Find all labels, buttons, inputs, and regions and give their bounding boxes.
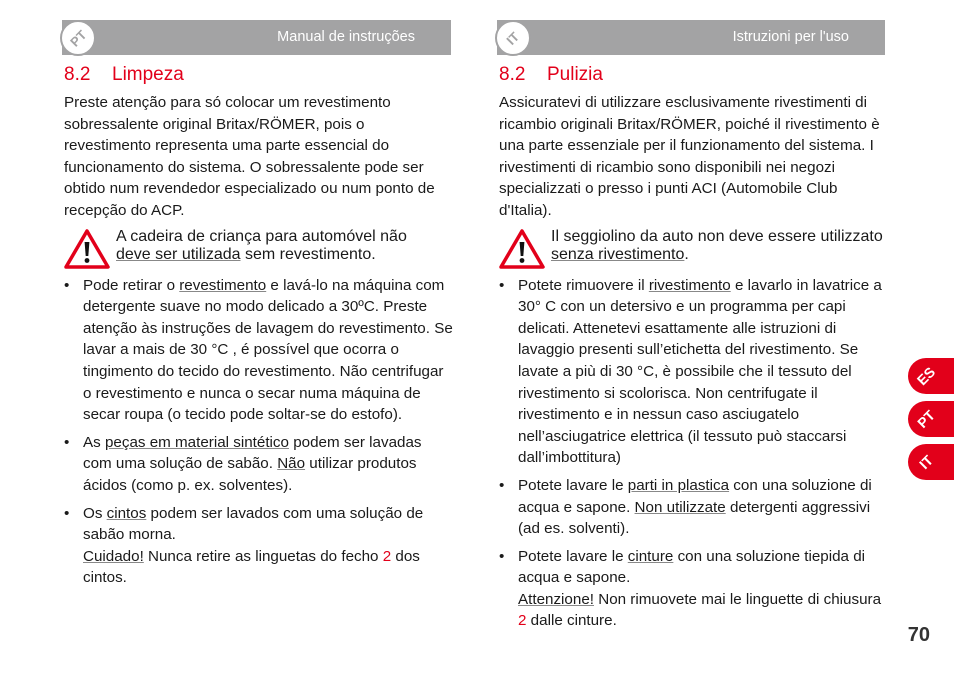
bullet: •	[64, 504, 70, 522]
item-text: podem ser lavadas com uma solução de sabão.	[83, 433, 422, 473]
list-item	[64, 432, 454, 497]
warning-text-end: sem revestimento.	[240, 245, 376, 263]
warning-text-start: A cadeira de criança para automóvel não	[116, 227, 407, 245]
item-text: Potete rimuovere il	[518, 276, 649, 294]
tab-label: IT	[915, 451, 937, 473]
header-title: Manual de instruções	[277, 29, 415, 45]
language-code: PT	[66, 26, 90, 50]
warning-emphasis: deve ser utilizada	[116, 245, 241, 263]
warning-text-start: Il seggiolino da auto non deve essere utilizzato	[551, 227, 883, 245]
warning-text	[116, 228, 454, 264]
page-header	[62, 20, 451, 55]
language-badge	[495, 20, 531, 56]
language-tabs	[908, 358, 954, 487]
item-emphasis: cinture	[627, 547, 674, 565]
bullet: •	[64, 433, 70, 451]
list-item	[64, 503, 454, 589]
warning-emphasis: senza rivestimento	[551, 245, 685, 263]
instruction-list	[499, 275, 885, 633]
section-heading	[64, 64, 454, 86]
item-emphasis: parti in plastica	[627, 476, 730, 494]
section-number: 8.2	[499, 64, 526, 85]
figure-reference: 2	[382, 547, 392, 565]
item-emphasis: peças em material sintético	[104, 433, 289, 451]
item-text: Nunca retire as linguetas do fecho	[143, 547, 383, 565]
item-text: utilizar produtos ácidos (como p. ex. solventes).	[83, 455, 417, 494]
page-number: 70	[907, 624, 930, 646]
item-text: Os	[83, 504, 107, 522]
section-heading	[499, 64, 885, 86]
warning-box	[64, 228, 454, 269]
warning-triangle-icon	[499, 229, 545, 269]
intro-paragraph: Assicuratevi di utilizzare esclusivamente rivestimenti di ricambio originali Britax/RÖMER, poiché il rivestimento è una parte essenziale per il funzionamento del sistema. I rivestimenti di ricambio sono disponibili nei negozi specializzati o presso i punti ACI (Automobile Club d'Italia).	[499, 94, 880, 219]
item-text: con una soluzione tiepida di acqua e sapone.	[518, 547, 866, 587]
item-emphasis: Não	[277, 455, 306, 473]
section-title: Limpeza	[112, 64, 184, 85]
list-item	[499, 475, 885, 540]
item-text: Pode retirar o	[83, 276, 180, 294]
bullet: •	[64, 276, 70, 294]
item-emphasis: revestimento	[179, 276, 267, 294]
warning-text	[551, 228, 885, 264]
language-badge	[60, 20, 96, 56]
item-emphasis: cintos	[106, 504, 147, 522]
left-column	[64, 20, 454, 595]
item-emphasis: Non utilizzate	[634, 498, 726, 516]
item-text: e lavarlo in lavatrice a 30° C con un detersivo e un programma per capi delicati. Attenetevi esattamente alle istruzioni di lavaggio presenti sull’etichetta del rivestimento. Se lavate a più di 30 °C, è possibile che il tessuto del rivestimento si scolorisca. Non centrifugate il rivestimento e in nessun caso asciugatelo nell’asciugatrice elettrica (il tessuto può staccarsi dall’imbottitura)	[518, 276, 882, 467]
bullet: •	[499, 547, 505, 565]
item-text: Potete lavare le	[518, 547, 628, 565]
list-item	[499, 275, 885, 469]
warning-box	[499, 228, 885, 269]
item-text: podem ser lavados com uma solução de sabão morna.	[83, 504, 424, 544]
warning-text-end: .	[684, 245, 689, 263]
item-emphasis: rivestimento	[648, 276, 731, 294]
item-text: As	[83, 433, 105, 451]
bullet: •	[499, 476, 505, 494]
page-header	[497, 20, 885, 55]
item-text: dalle cinture.	[526, 612, 617, 630]
item-text: con una soluzione di acqua e sapone.	[518, 476, 872, 516]
language-code: IT	[503, 28, 523, 48]
header-title: Istruzioni per l'uso	[732, 29, 849, 45]
list-item	[64, 275, 454, 426]
section-title: Pulizia	[547, 64, 603, 85]
tab-it[interactable]	[908, 444, 954, 480]
tab-es[interactable]	[908, 358, 954, 394]
intro-paragraph: Preste atenção para só colocar um revestimento sobressalente original Britax/RÖMER, pois o revestimento representa uma parte essencial do funcionamento do sistema. O sobressalente pode ser obtido num revendedor especializado ou num ponto de recepção do ACP.	[64, 94, 435, 219]
caution-label: Cuidado!	[83, 547, 144, 565]
caution-label: Attenzione!	[518, 590, 594, 608]
figure-reference: 2	[518, 612, 527, 630]
warning-triangle-icon	[64, 229, 110, 269]
item-text: detergenti aggressivi (ad es. solventi).	[518, 498, 871, 538]
list-item	[499, 546, 885, 632]
section-number: 8.2	[64, 64, 91, 85]
instruction-list	[64, 275, 454, 589]
item-text: Non rimuovete mai le linguette di chiusura	[594, 590, 882, 608]
item-text: Potete lavare le	[518, 476, 628, 494]
tab-pt[interactable]	[908, 401, 954, 437]
item-text: e lavá-lo na máquina com detergente suave no modo delicado a 30ºC. Preste atenção às instruções de lavagem do revestimento. Se lavar a mais de 30 °C , é possível que ocorra o tingimento do tecido do revestimento. Não centrifugar o revestimento e nunca o secar numa máquina de secar roupa (o tecido pode soltar-se do estofo).	[83, 276, 453, 424]
tab-label: ES	[913, 363, 939, 389]
right-column	[499, 20, 885, 638]
bullet: •	[499, 276, 505, 294]
item-text: dos cintos.	[83, 547, 420, 587]
tab-label: PT	[914, 407, 938, 431]
